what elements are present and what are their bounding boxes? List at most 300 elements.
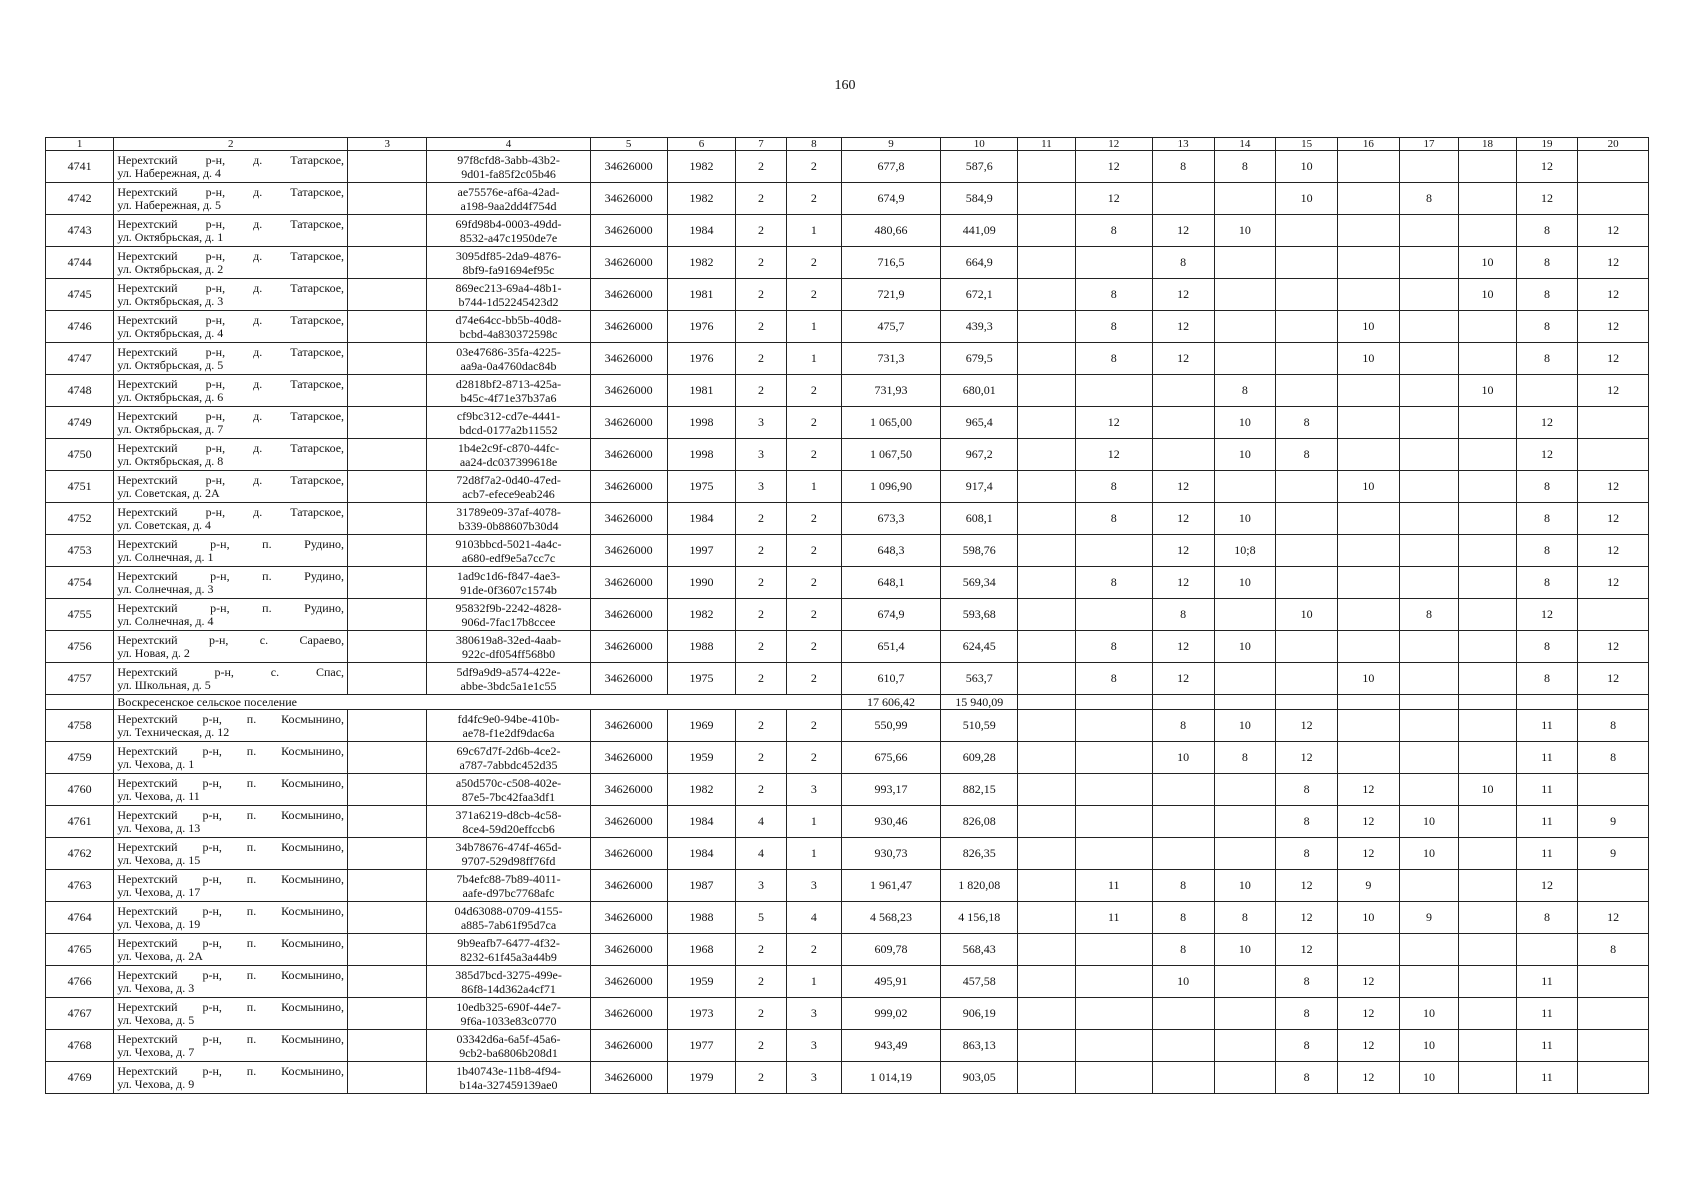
address-line-1: Нерехтский р-н, п. Космынино,	[117, 711, 345, 726]
col-14-cell	[1214, 774, 1276, 806]
row-number: 4757	[46, 663, 114, 695]
col-17-cell	[1399, 934, 1459, 966]
table-row	[46, 870, 1649, 902]
col-9-cell: 1 096,90	[841, 471, 940, 503]
address-line-2: ул. Чехова, д. 17	[117, 884, 201, 899]
col-6-cell: 1982	[667, 183, 735, 215]
col-9-cell: 993,17	[841, 774, 940, 806]
col-15-cell	[1276, 343, 1338, 375]
column-header: 3	[348, 138, 427, 151]
col-15-cell	[1276, 279, 1338, 311]
col-19-cell: 8	[1516, 311, 1578, 343]
col-12-cell: 8	[1075, 567, 1152, 599]
col-14-cell: 10	[1214, 503, 1276, 535]
col-10-cell: 672,1	[941, 279, 1018, 311]
col-8-cell: 1	[786, 311, 841, 343]
col-12-cell	[1075, 710, 1152, 742]
col-16-cell	[1338, 710, 1400, 742]
col-9-cell: 480,66	[841, 215, 940, 247]
section-total-10: 15 940,09	[941, 695, 1018, 710]
address-line-2: ул. Чехова, д. 11	[117, 788, 200, 803]
col-11-cell	[1018, 1030, 1075, 1062]
col-16-cell: 10	[1338, 343, 1400, 375]
col-20-cell: 8	[1578, 710, 1649, 742]
col-16-cell: 12	[1338, 998, 1400, 1030]
col-20-cell: 12	[1578, 471, 1649, 503]
col-6-cell: 1984	[667, 806, 735, 838]
col-8-cell: 2	[786, 934, 841, 966]
guid-line-2: 9707-529d98ff76fd	[461, 853, 556, 868]
col-5-cell: 34626000	[590, 806, 667, 838]
address-line-2: ул. Октябрьская, д. 3	[117, 293, 224, 308]
col-5-cell: 34626000	[590, 279, 667, 311]
col-12-cell	[1075, 599, 1152, 631]
col-17-cell: 8	[1399, 183, 1459, 215]
col-20-cell	[1578, 1062, 1649, 1094]
col-15-cell: 8	[1276, 439, 1338, 471]
col-8-cell: 2	[786, 710, 841, 742]
col-9-cell: 610,7	[841, 663, 940, 695]
page-number: 160	[834, 78, 856, 93]
guid-line-1: 869ec213-69a4-48b1-	[455, 280, 562, 295]
column-header: 11	[1018, 138, 1075, 151]
guid-line-1: 5df9a9d9-a574-422e-	[456, 664, 561, 679]
col-7-cell: 5	[736, 902, 787, 934]
col-7-cell: 2	[736, 998, 787, 1030]
col-14-cell: 10	[1214, 870, 1276, 902]
col-12-cell: 8	[1075, 343, 1152, 375]
col-19-cell: 11	[1516, 966, 1578, 998]
address-cell	[114, 902, 348, 934]
col-15-cell	[1276, 375, 1338, 407]
address-line-2: ул. Октябрьская, д. 4	[117, 325, 224, 340]
col-9-cell: 475,7	[841, 311, 940, 343]
col-18-cell	[1459, 567, 1516, 599]
guid-cell	[427, 567, 590, 599]
table-row	[46, 151, 1649, 183]
col-20-cell: 12	[1578, 343, 1649, 375]
col-10-cell: 584,9	[941, 183, 1018, 215]
col-15-cell: 8	[1276, 1062, 1338, 1094]
col-20-cell: 8	[1578, 934, 1649, 966]
col-13-cell	[1152, 998, 1214, 1030]
col-3-cell	[348, 343, 427, 375]
col-18-cell	[1459, 407, 1516, 439]
col-17-cell	[1399, 742, 1459, 774]
col-10-cell: 679,5	[941, 343, 1018, 375]
col-8-cell: 2	[786, 599, 841, 631]
address-line-2: ул. Чехова, д. 7	[117, 1044, 195, 1059]
col-3-cell	[348, 215, 427, 247]
guid-cell	[427, 934, 590, 966]
address-line-2: ул. Солнечная, д. 1	[117, 549, 214, 564]
col-17-cell	[1399, 407, 1459, 439]
col-18-cell	[1459, 966, 1516, 998]
col-8-cell: 2	[786, 535, 841, 567]
guid-line-2: 8bf9-fa91694ef95c	[462, 262, 555, 277]
col-10-cell: 863,13	[941, 1030, 1018, 1062]
table-row	[46, 742, 1649, 774]
guid-cell	[427, 838, 590, 870]
row-number: 4751	[46, 471, 114, 503]
col-16-cell: 12	[1338, 1030, 1400, 1062]
col-5-cell: 34626000	[590, 631, 667, 663]
col-17-cell	[1399, 279, 1459, 311]
col-8-cell: 2	[786, 567, 841, 599]
col-16-cell	[1338, 631, 1400, 663]
col-3-cell	[348, 710, 427, 742]
col-18-cell	[1459, 439, 1516, 471]
col-9-cell: 1 014,19	[841, 1062, 940, 1094]
col-9-cell: 731,93	[841, 375, 940, 407]
col-8-cell: 3	[786, 1030, 841, 1062]
col-9-cell: 609,78	[841, 934, 940, 966]
col-19-cell: 12	[1516, 183, 1578, 215]
address-cell	[114, 663, 348, 695]
col-12-cell: 12	[1075, 151, 1152, 183]
column-header: 9	[841, 138, 940, 151]
address-line-2: ул. Чехова, д. 3	[117, 980, 195, 995]
col-13-cell: 8	[1152, 710, 1214, 742]
col-8-cell: 1	[786, 838, 841, 870]
col-14-cell: 10;8	[1214, 535, 1276, 567]
col-15-cell	[1276, 535, 1338, 567]
col-20-cell: 12	[1578, 247, 1649, 279]
guid-cell	[427, 279, 590, 311]
col-6-cell: 1981	[667, 375, 735, 407]
col-6-cell: 1982	[667, 774, 735, 806]
guid-line-1: 1b4e2c9f-c870-44fc-	[457, 440, 560, 455]
col-3-cell	[348, 247, 427, 279]
guid-line-1: 9b9eafb7-6477-4f32-	[457, 935, 560, 950]
col-6-cell: 1984	[667, 215, 735, 247]
address-cell	[114, 934, 348, 966]
address-cell	[114, 870, 348, 902]
col-11-cell	[1018, 343, 1075, 375]
address-line-2: ул. Новая, д. 2	[117, 645, 190, 660]
col-16-cell: 12	[1338, 838, 1400, 870]
address-line-1: Нерехтский р-н, с. Сараево,	[117, 632, 345, 647]
row-number: 4768	[46, 1030, 114, 1062]
col-6-cell: 1973	[667, 998, 735, 1030]
guid-cell	[427, 535, 590, 567]
col-8-cell: 3	[786, 998, 841, 1030]
col-18-cell	[1459, 870, 1516, 902]
col-11-cell	[1018, 311, 1075, 343]
col-5-cell: 34626000	[590, 247, 667, 279]
col-20-cell: 12	[1578, 279, 1649, 311]
address-line-2: ул. Октябрьская, д. 1	[117, 229, 224, 244]
col-11-cell	[1018, 503, 1075, 535]
col-17-cell	[1399, 343, 1459, 375]
col-17-cell	[1399, 966, 1459, 998]
address-cell	[114, 599, 348, 631]
col-12-cell: 8	[1075, 631, 1152, 663]
row-number: 4752	[46, 503, 114, 535]
address-line-1: Нерехтский р-н, п. Космынино,	[117, 839, 345, 854]
address-line-1: Нерехтский р-н, п. Космынино,	[117, 743, 345, 758]
col-11-cell	[1018, 806, 1075, 838]
col-14-cell	[1214, 663, 1276, 695]
col-8-cell: 2	[786, 663, 841, 695]
col-9-cell: 675,66	[841, 742, 940, 774]
guid-line-2: 8232-61f45a3a44b9	[460, 949, 557, 964]
guid-cell	[427, 183, 590, 215]
col-8-cell: 2	[786, 439, 841, 471]
housing-register-table	[45, 137, 1649, 1094]
table-body	[46, 138, 1649, 1094]
col-20-cell: 9	[1578, 838, 1649, 870]
col-14-cell: 8	[1214, 742, 1276, 774]
col-13-cell: 8	[1152, 934, 1214, 966]
col-11-cell	[1018, 439, 1075, 471]
col-13-cell	[1152, 183, 1214, 215]
section-col-12-cell	[1075, 695, 1152, 710]
col-15-cell: 8	[1276, 806, 1338, 838]
address-cell	[114, 631, 348, 663]
col-16-cell: 12	[1338, 774, 1400, 806]
col-12-cell	[1075, 1030, 1152, 1062]
col-14-cell: 10	[1214, 934, 1276, 966]
col-12-cell: 8	[1075, 215, 1152, 247]
col-19-cell: 8	[1516, 471, 1578, 503]
address-line-2: ул. Набережная, д. 5	[117, 197, 222, 212]
col-10-cell: 826,08	[941, 806, 1018, 838]
col-13-cell: 12	[1152, 503, 1214, 535]
col-5-cell: 34626000	[590, 966, 667, 998]
col-7-cell: 2	[736, 1062, 787, 1094]
table-row	[46, 806, 1649, 838]
column-header: 8	[786, 138, 841, 151]
address-line-2: ул. Чехова, д. 9	[117, 1076, 195, 1091]
address-line-1: Нерехтский р-н, п. Космынино,	[117, 999, 345, 1014]
guid-line-2: aa24-dc037399618e	[459, 454, 558, 469]
section-col-13-cell	[1152, 695, 1214, 710]
address-cell	[114, 998, 348, 1030]
row-number: 4754	[46, 567, 114, 599]
col-10-cell: 906,19	[941, 998, 1018, 1030]
col-6-cell: 1988	[667, 902, 735, 934]
guid-line-1: 04d63088-0709-4155-	[454, 903, 563, 918]
col-18-cell	[1459, 934, 1516, 966]
col-11-cell	[1018, 535, 1075, 567]
address-cell	[114, 535, 348, 567]
col-17-cell: 10	[1399, 1062, 1459, 1094]
table-row	[46, 375, 1649, 407]
col-12-cell: 8	[1075, 663, 1152, 695]
col-5-cell: 34626000	[590, 471, 667, 503]
col-12-cell	[1075, 742, 1152, 774]
col-20-cell: 12	[1578, 663, 1649, 695]
col-19-cell: 11	[1516, 838, 1578, 870]
col-15-cell: 12	[1276, 934, 1338, 966]
col-8-cell: 2	[786, 375, 841, 407]
row-number: 4748	[46, 375, 114, 407]
guid-cell	[427, 710, 590, 742]
col-14-cell	[1214, 599, 1276, 631]
address-cell	[114, 710, 348, 742]
table-row	[46, 215, 1649, 247]
col-11-cell	[1018, 1062, 1075, 1094]
col-14-cell: 10	[1214, 567, 1276, 599]
col-6-cell: 1988	[667, 631, 735, 663]
guid-line-1: 97f8cfd8-3abb-43b2-	[457, 152, 560, 167]
address-line-2: ул. Октябрьская, д. 5	[117, 357, 224, 372]
col-3-cell	[348, 471, 427, 503]
guid-line-1: 34b78676-474f-465d-	[455, 839, 562, 854]
col-11-cell	[1018, 215, 1075, 247]
col-12-cell: 11	[1075, 902, 1152, 934]
row-number: 4742	[46, 183, 114, 215]
col-5-cell: 34626000	[590, 742, 667, 774]
col-11-cell	[1018, 870, 1075, 902]
col-13-cell: 12	[1152, 279, 1214, 311]
col-14-cell	[1214, 311, 1276, 343]
guid-line-1: 1ad9c1d6-f847-4ae3-	[456, 568, 561, 583]
col-19-cell: 11	[1516, 710, 1578, 742]
address-cell	[114, 774, 348, 806]
col-10-cell: 624,45	[941, 631, 1018, 663]
table-row	[46, 343, 1649, 375]
col-6-cell: 1975	[667, 471, 735, 503]
address-line-1: Нерехтский р-н, д. Татарское,	[117, 216, 345, 231]
section-title: Воскресенское сельское поселение	[114, 695, 842, 710]
col-17-cell	[1399, 311, 1459, 343]
col-12-cell: 11	[1075, 870, 1152, 902]
col-10-cell: 882,15	[941, 774, 1018, 806]
col-16-cell	[1338, 742, 1400, 774]
col-12-cell	[1075, 1062, 1152, 1094]
guid-line-1: 371a6219-d8cb-4c58-	[455, 807, 562, 822]
col-19-cell: 12	[1516, 151, 1578, 183]
guid-line-1: 72d8f7a2-0d40-47ed-	[456, 472, 561, 487]
col-15-cell: 12	[1276, 870, 1338, 902]
col-16-cell: 10	[1338, 471, 1400, 503]
col-14-cell	[1214, 279, 1276, 311]
col-14-cell	[1214, 806, 1276, 838]
table-row	[46, 407, 1649, 439]
col-12-cell: 8	[1075, 279, 1152, 311]
address-cell	[114, 806, 348, 838]
col-15-cell	[1276, 663, 1338, 695]
guid-line-2: abbe-3bdc5a1e1c55	[460, 678, 557, 693]
col-3-cell	[348, 407, 427, 439]
col-20-cell: 12	[1578, 503, 1649, 535]
col-17-cell: 10	[1399, 1030, 1459, 1062]
col-13-cell: 8	[1152, 247, 1214, 279]
col-14-cell: 8	[1214, 902, 1276, 934]
col-8-cell: 3	[786, 774, 841, 806]
address-line-1: Нерехтский р-н, д. Татарское,	[117, 152, 345, 167]
address-line-1: Нерехтский р-н, д. Татарское,	[117, 344, 345, 359]
col-18-cell	[1459, 215, 1516, 247]
col-8-cell: 4	[786, 902, 841, 934]
guid-line-1: 69fd98b4-0003-49dd-	[455, 216, 562, 231]
address-cell	[114, 567, 348, 599]
col-14-cell	[1214, 471, 1276, 503]
col-9-cell: 1 961,47	[841, 870, 940, 902]
col-5-cell: 34626000	[590, 343, 667, 375]
col-17-cell	[1399, 503, 1459, 535]
col-3-cell	[348, 183, 427, 215]
col-13-cell: 12	[1152, 631, 1214, 663]
table-row	[46, 902, 1649, 934]
col-20-cell	[1578, 183, 1649, 215]
col-7-cell: 2	[736, 535, 787, 567]
col-14-cell: 8	[1214, 151, 1276, 183]
col-9-cell: 495,91	[841, 966, 940, 998]
col-12-cell	[1075, 966, 1152, 998]
guid-line-2: aafe-d97bc7768afc	[462, 885, 555, 900]
col-19-cell: 8	[1516, 902, 1578, 934]
col-20-cell	[1578, 774, 1649, 806]
col-6-cell: 1998	[667, 407, 735, 439]
address-line-2: ул. Октябрьская, д. 6	[117, 389, 224, 404]
col-11-cell	[1018, 599, 1075, 631]
guid-line-1: 380619a8-32ed-4aab-	[455, 632, 562, 647]
address-line-2: ул. Чехова, д. 13	[117, 820, 201, 835]
col-17-cell	[1399, 215, 1459, 247]
col-19-cell: 8	[1516, 215, 1578, 247]
col-19-cell: 8	[1516, 631, 1578, 663]
table-row	[46, 567, 1649, 599]
guid-line-1: d2818bf2-8713-425a-	[455, 376, 562, 391]
col-15-cell: 8	[1276, 998, 1338, 1030]
col-9-cell: 677,8	[841, 151, 940, 183]
col-8-cell: 2	[786, 631, 841, 663]
table-row	[46, 1030, 1649, 1062]
address-line-2: ул. Набережная, д. 4	[117, 165, 222, 180]
col-7-cell: 2	[736, 599, 787, 631]
col-20-cell: 12	[1578, 311, 1649, 343]
address-line-2: ул. Чехова, д. 5	[117, 1012, 195, 1027]
col-17-cell	[1399, 439, 1459, 471]
col-18-cell	[1459, 902, 1516, 934]
row-number: 4750	[46, 439, 114, 471]
col-17-cell	[1399, 375, 1459, 407]
address-line-1: Нерехтский р-н, п. Космынино,	[117, 967, 345, 982]
column-header: 15	[1276, 138, 1338, 151]
guid-line-2: 9cb2-ba6806b208d1	[459, 1045, 558, 1060]
address-line-2: ул. Чехова, д. 2А	[117, 948, 203, 963]
section-total-9: 17 606,42	[841, 695, 940, 710]
col-19-cell: 8	[1516, 663, 1578, 695]
col-16-cell	[1338, 439, 1400, 471]
col-20-cell: 12	[1578, 375, 1649, 407]
col-7-cell: 3	[736, 439, 787, 471]
col-13-cell: 12	[1152, 311, 1214, 343]
section-col-20-cell	[1578, 695, 1649, 710]
col-8-cell: 2	[786, 279, 841, 311]
col-9-cell: 674,9	[841, 599, 940, 631]
col-12-cell	[1075, 774, 1152, 806]
guid-line-2: a198-9aa2dd4f754d	[460, 198, 557, 213]
col-3-cell	[348, 742, 427, 774]
col-10-cell: 917,4	[941, 471, 1018, 503]
col-7-cell: 2	[736, 503, 787, 535]
table-row	[46, 311, 1649, 343]
col-8-cell: 1	[786, 215, 841, 247]
col-13-cell: 8	[1152, 870, 1214, 902]
col-14-cell	[1214, 998, 1276, 1030]
col-5-cell: 34626000	[590, 710, 667, 742]
col-6-cell: 1984	[667, 503, 735, 535]
col-16-cell	[1338, 599, 1400, 631]
col-5-cell: 34626000	[590, 439, 667, 471]
col-20-cell: 8	[1578, 742, 1649, 774]
col-16-cell	[1338, 183, 1400, 215]
guid-cell	[427, 1062, 590, 1094]
